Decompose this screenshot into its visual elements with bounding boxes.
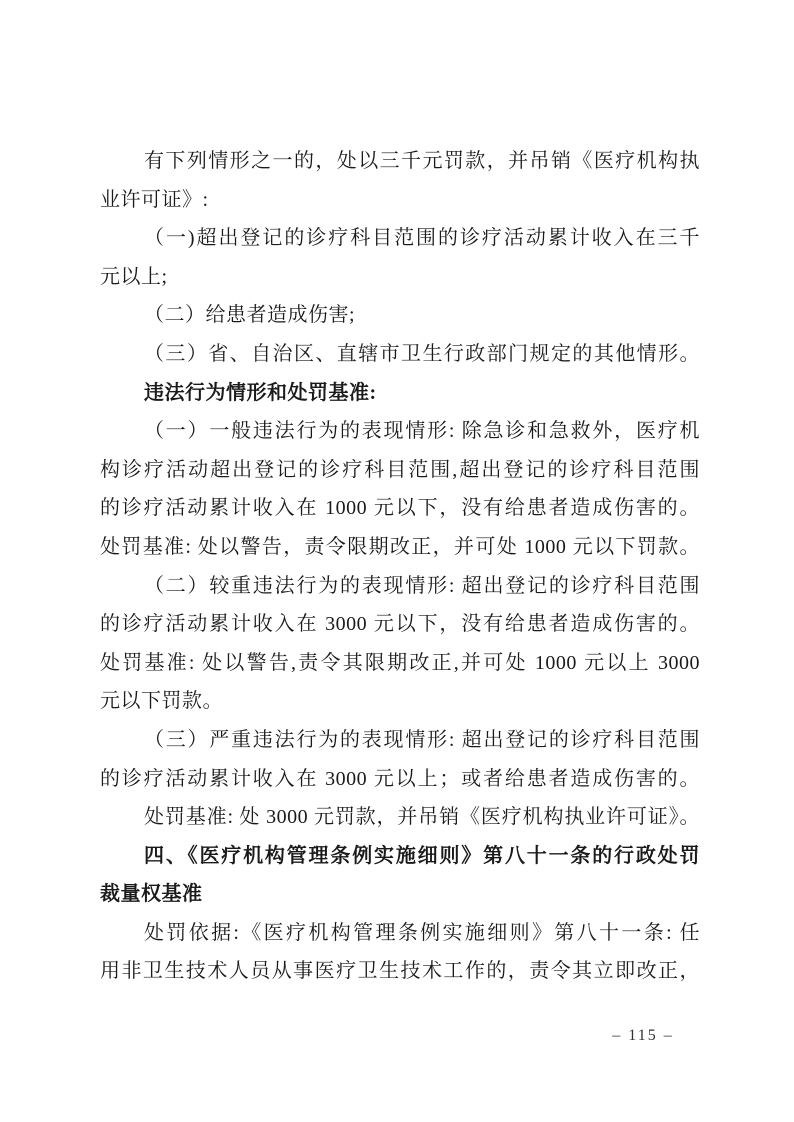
body-text-line: 的诊疗活动累计收入在 1000 元以下，没有给患者造成伤害的。 bbox=[100, 497, 700, 520]
body-text-line: 构诊疗活动超出登记的诊疗科目范围,超出登记的诊疗科目范围 bbox=[100, 458, 700, 481]
body-text-line: 元以上; bbox=[100, 265, 168, 288]
section-heading-line: 四、《医疗机构管理条例实施细则》第八十一条的行政处罚 bbox=[144, 844, 700, 867]
body-text-line: （三）严重违法行为的表现情形: 超出登记的诊疗科目范围 bbox=[144, 728, 700, 751]
body-text-line: 元以下罚款。 bbox=[100, 690, 223, 713]
body-text-line: 处罚依据:《医疗机构管理条例实施细则》第八十一条: 任 bbox=[144, 921, 700, 944]
page-number: – 115 – bbox=[612, 1027, 674, 1044]
body-text-line: （二）给患者造成伤害; bbox=[144, 304, 356, 327]
body-text-line: （一)超出登记的诊疗科目范围的诊疗活动累计收入在三千 bbox=[144, 227, 700, 250]
body-text-line: 的诊疗活动累计收入在 3000 元以上；或者给患者造成伤害的。 bbox=[100, 767, 700, 790]
section-heading-line: 裁量权基准 bbox=[100, 883, 203, 906]
body-text-line: 处罚基准: 处 3000 元罚款，并吊销《医疗机构执业许可证》。 bbox=[144, 806, 700, 829]
body-text-line: 处罚基准: 处以警告，责令限期改正，并可处 1000 元以下罚款。 bbox=[100, 535, 700, 558]
body-text-line: 的诊疗活动累计收入在 3000 元以下，没有给患者造成伤害的。 bbox=[100, 613, 700, 636]
body-text-line: （三）省、自治区、直辖市卫生行政部门规定的其他情形。 bbox=[144, 342, 700, 365]
body-text-line: 有下列情形之一的，处以三千元罚款，并吊销《医疗机构执 bbox=[144, 150, 700, 172]
body-text-line: 处罚基准: 处以警告,责令其限期改正,并可处 1000 元以上 3000 bbox=[100, 651, 700, 674]
body-text-line: 业许可证》: bbox=[100, 188, 209, 211]
body-text-line: 用非卫生技术人员从事医疗卫生技术工作的，责令其立即改正， bbox=[100, 960, 700, 983]
body-text-line: （一）一般违法行为的表现情形: 除急诊和急救外，医疗机 bbox=[144, 420, 700, 443]
body-text-line: （二）较重违法行为的表现情形: 超出登记的诊疗科目范围 bbox=[144, 574, 700, 597]
section-heading-line: 违法行为情形和处罚基准: bbox=[144, 381, 377, 404]
document-page bbox=[100, 142, 700, 991]
